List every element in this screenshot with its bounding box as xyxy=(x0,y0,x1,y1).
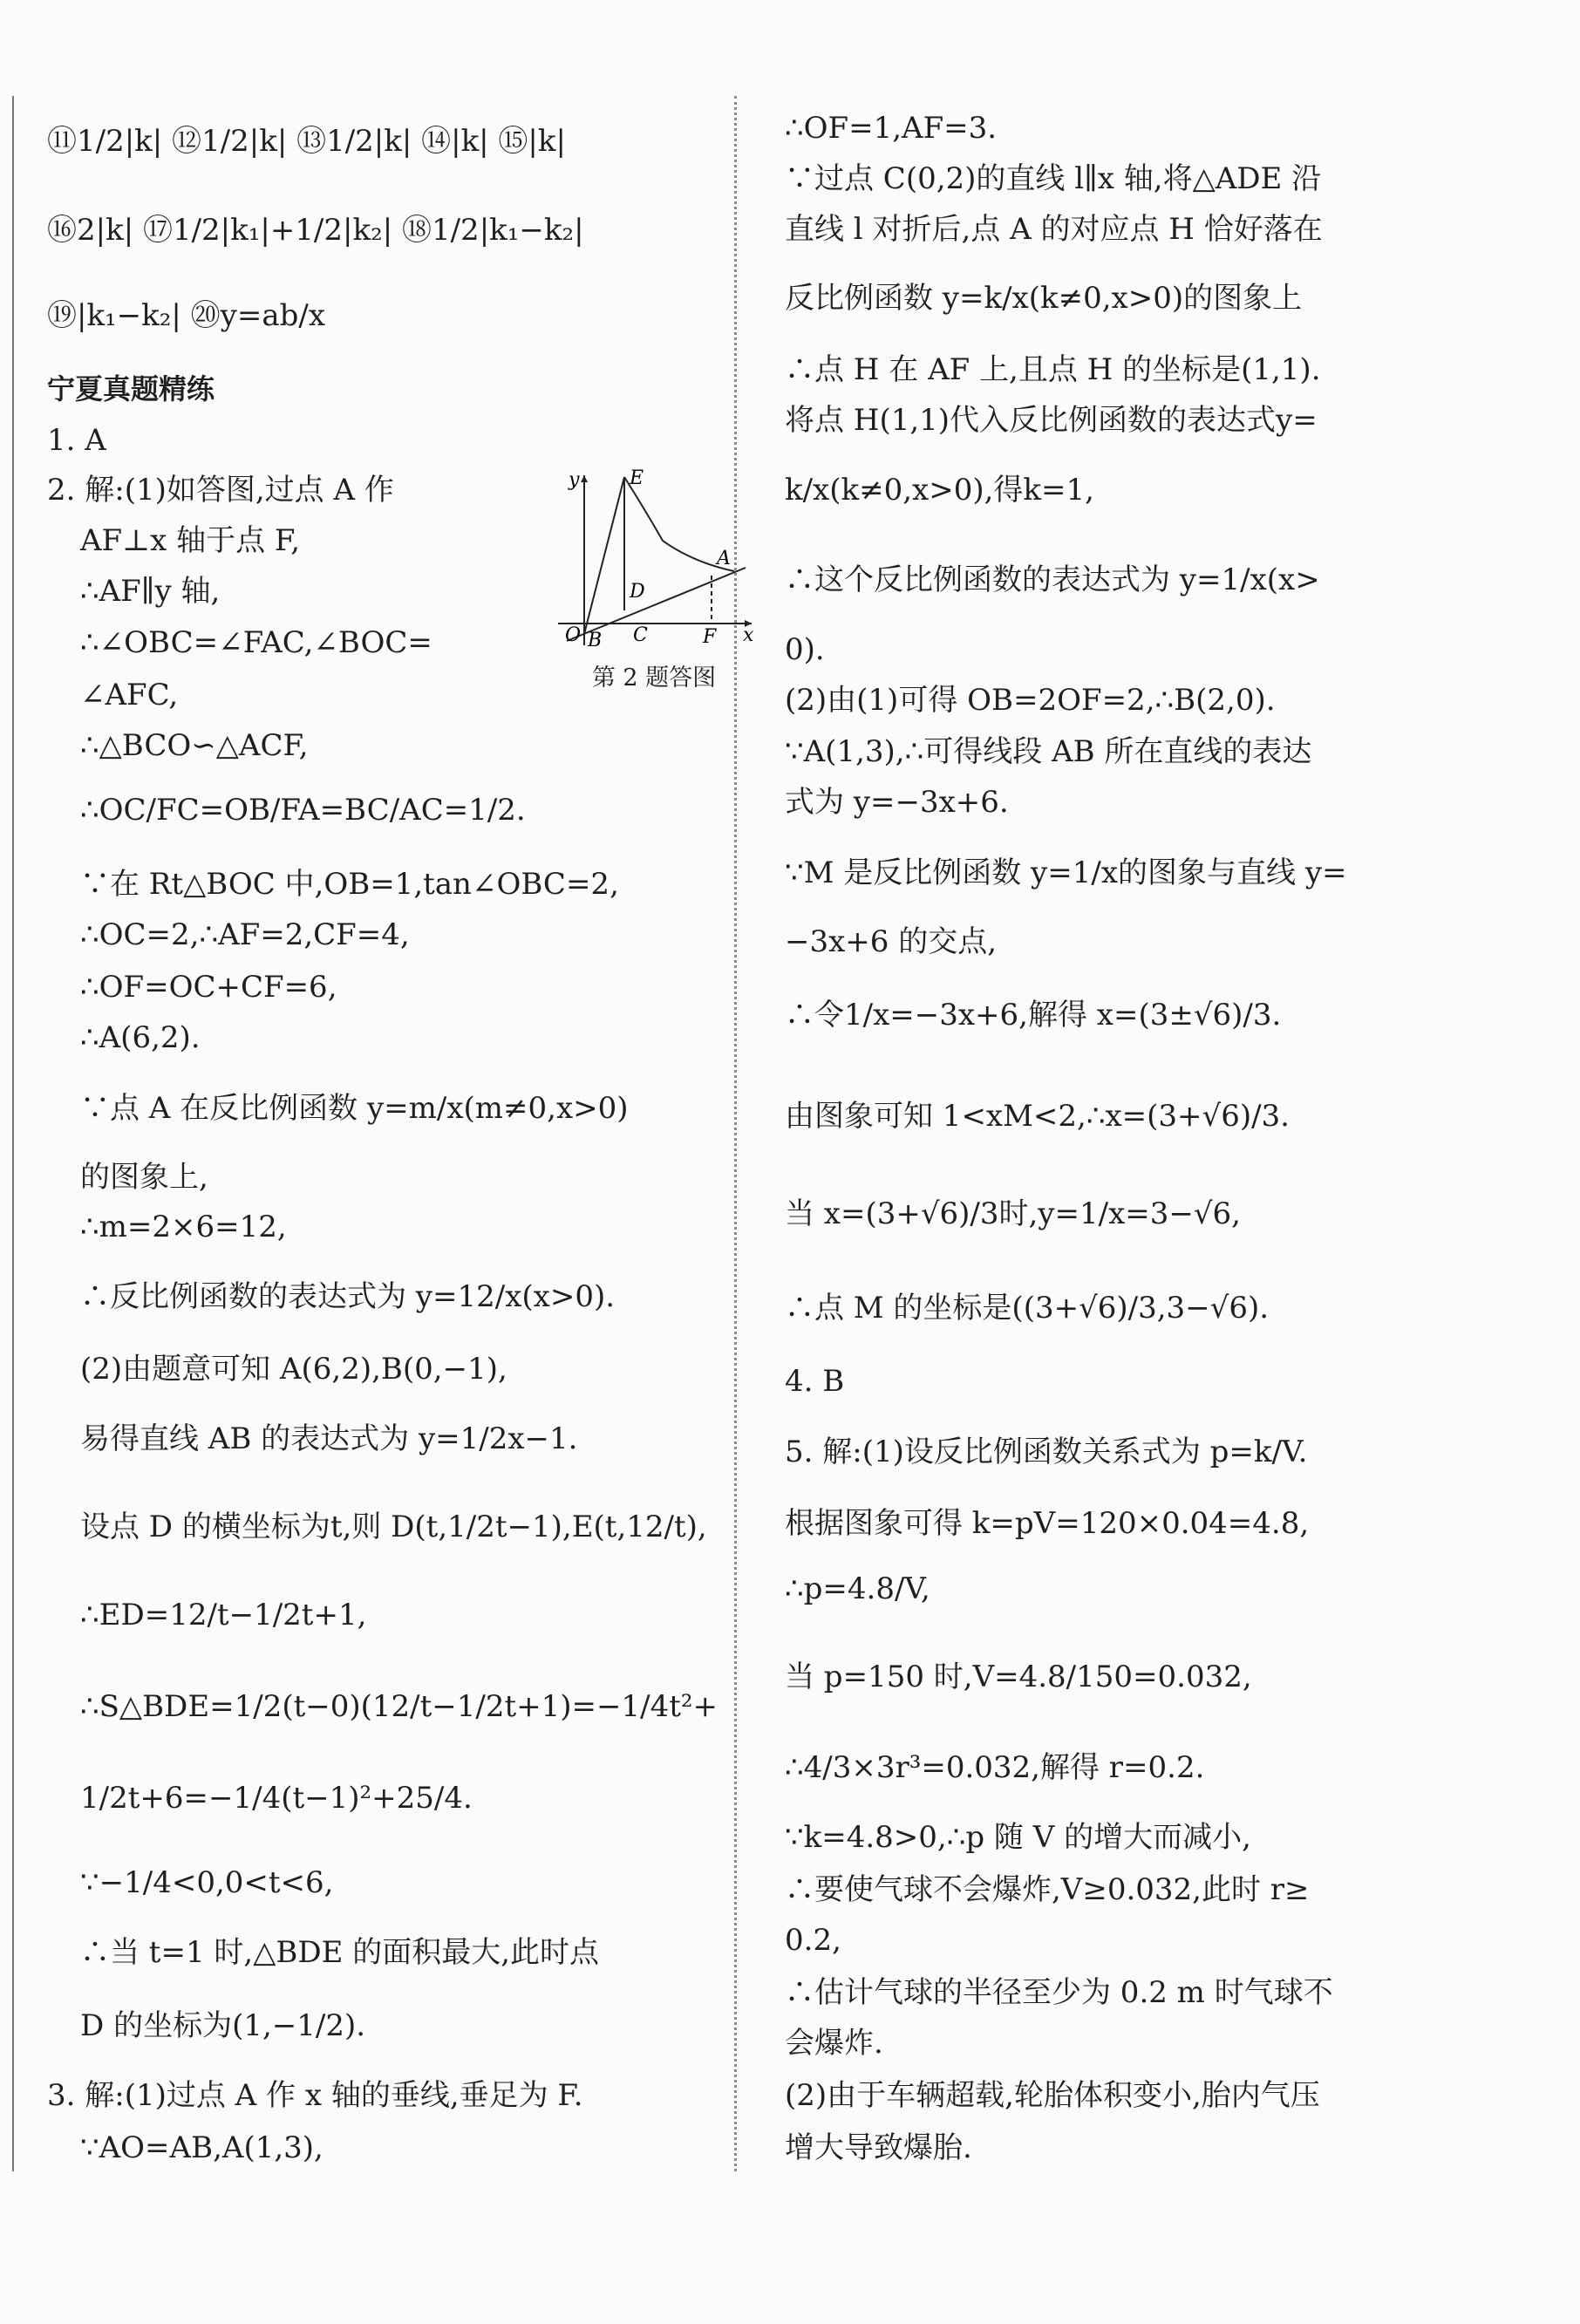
q2-line: ∠AFC, xyxy=(80,678,179,712)
left-margin-rule xyxy=(12,96,14,2171)
q2-line: ∴OC=2,∴AF=2,CF=4, xyxy=(80,917,410,952)
q3-line: ∴OF=1,AF=3. xyxy=(785,111,998,146)
q3-line: ∵A(1,3),∴可得线段 AB 所在直线的表达 xyxy=(785,734,1312,769)
q3-line: ∵AO=AB,A(1,3), xyxy=(80,2130,323,2165)
q3-line: k/x(k≠0,x>0),得k=1, xyxy=(785,473,1094,508)
q2-line: ∴反比例函数的表达式为 y=12/x(x>0). xyxy=(80,1279,616,1314)
q2-line: ∴S△BDE=1/2(t−0)(12/t−1/2t+1)=−1/4t²+ xyxy=(80,1689,718,1724)
q3-line: 当 x=(3+√6)/3时,y=1/x=3−√6, xyxy=(785,1196,1241,1231)
fig-label: y xyxy=(569,469,580,491)
q3-line: ∴这个反比例函数的表达式为 y=1/x(x> xyxy=(785,562,1320,597)
q5-line: 当 p=150 时,V=4.8/150=0.032, xyxy=(785,1660,1252,1694)
q5-intro: 5. 解:(1)设反比例函数关系式为 p=k/V. xyxy=(785,1435,1308,1469)
q5-line: 增大导致爆胎. xyxy=(785,2130,972,2165)
q3-intro: 3. 解:(1)过点 A 作 x 轴的垂线,垂足为 F. xyxy=(47,2078,583,2113)
q2-line: ∵点 A 在反比例函数 y=m/x(m≠0,x>0) xyxy=(80,1091,629,1126)
q2-line: ∴∠OBC=∠FAC,∠BOC= xyxy=(80,625,432,660)
q5-line: ∴4/3×3r³=0.032,解得 r=0.2. xyxy=(785,1750,1205,1785)
q2-line: 易得直线 AB 的表达式为 y=1/2x−1. xyxy=(80,1421,578,1456)
column-divider xyxy=(734,96,737,2171)
q3-line: ∴点 M 的坐标是((3+√6)/3,3−√6). xyxy=(785,1291,1270,1326)
q2-line: ∴OC/FC=OB/FA=BC/AC=1/2. xyxy=(80,793,526,828)
fig-label: A xyxy=(717,548,731,569)
fig-label: D xyxy=(630,581,645,603)
q2-line: ∴当 t=1 时,△BDE 的面积最大,此时点 xyxy=(80,1935,600,1970)
q2-line: ∴A(6,2). xyxy=(80,1020,201,1055)
q2-line: ∵−1/4<0,0<t<6, xyxy=(80,1865,334,1900)
q3-line: 直线 l 对折后,点 A 的对应点 H 恰好落在 xyxy=(785,212,1323,247)
fig-label: O xyxy=(565,624,582,646)
q2-figure-diagram xyxy=(549,467,759,650)
q5-line: ∴估计气球的半径至少为 0.2 m 时气球不 xyxy=(785,1975,1333,2010)
fig-label: E xyxy=(630,467,644,489)
q5-line: ∵k=4.8>0,∴p 随 V 的增大而减小, xyxy=(785,1820,1251,1855)
q3-line: 反比例函数 y=k/x(k≠0,x>0)的图象上 xyxy=(785,281,1303,316)
q2-line: 设点 D 的横坐标为t,则 D(t,1/2t−1),E(t,12/t), xyxy=(80,1510,707,1544)
fig-label: x xyxy=(743,624,754,646)
q2-line: 的图象上, xyxy=(80,1160,208,1195)
q3-line: ∵M 是反比例函数 y=1/x的图象与直线 y= xyxy=(785,855,1347,890)
q5-line: 会爆炸. xyxy=(785,2026,883,2061)
answer-row-16-18: ⑯2|k| ⑰1/2|k₁|+1/2|k₂| ⑱1/2|k₁−k₂| xyxy=(47,213,584,248)
q5-line: (2)由于车辆超载,轮胎体积变小,胎内气压 xyxy=(785,2078,1320,2113)
fig-label: F xyxy=(703,626,717,648)
q5-line: 0.2, xyxy=(785,1923,841,1958)
answer-row-19-20: ⑲|k₁−k₂| ⑳y=ab/x xyxy=(47,298,326,333)
q2-line: AF⊥x 轴于点 F, xyxy=(80,523,301,558)
q3-line: ∵过点 C(0,2)的直线 l∥x 轴,将△ADE 沿 xyxy=(785,161,1322,196)
q2-intro: 2. 解:(1)如答图,过点 A 作 xyxy=(47,473,394,508)
q2-line: (2)由题意可知 A(6,2),B(0,−1), xyxy=(80,1352,507,1387)
q2-line: ∴m=2×6=12, xyxy=(80,1210,287,1244)
y-axis-arrow-icon xyxy=(581,475,588,482)
q2-line: ∴ED=12/t−1/2t+1, xyxy=(80,1598,367,1632)
q2-line: ∴△BCO∽△ACF, xyxy=(80,728,309,763)
q4-answer: 4. B xyxy=(785,1364,845,1399)
answer-row-11-15: ⑪1/2|k| ⑫1/2|k| ⑬1/2|k| ⑭|k| ⑮|k| xyxy=(47,124,566,159)
q3-line: 0). xyxy=(785,632,825,667)
q5-line: ∴p=4.8/V, xyxy=(785,1571,930,1606)
q2-line: 1/2t+6=−1/4(t−1)²+25/4. xyxy=(80,1781,473,1816)
q2-line: ∵在 Rt△BOC 中,OB=1,tan∠OBC=2, xyxy=(80,867,619,902)
q3-line: ∴点 H 在 AF 上,且点 H 的坐标是(1,1). xyxy=(785,352,1321,387)
section-heading: 宁夏真题精练 xyxy=(47,372,215,406)
figure-caption: 第 2 题答图 xyxy=(591,664,717,692)
q3-line: 将点 H(1,1)代入反比例函数的表达式y= xyxy=(785,403,1318,438)
fig-label: B xyxy=(588,630,603,650)
q3-line: −3x+6 的交点, xyxy=(785,924,998,959)
q3-line: (2)由(1)可得 OB=2OF=2,∴B(2,0). xyxy=(785,683,1276,718)
q2-answer-figure xyxy=(549,467,759,693)
q3-line: 式为 y=−3x+6. xyxy=(785,785,1009,820)
q2-line: ∴AF∥y 轴, xyxy=(80,574,221,609)
q1-answer: 1. A xyxy=(47,423,106,458)
q2-line: D 的坐标为(1,−1/2). xyxy=(80,2008,366,2043)
q2-line: ∴OF=OC+CF=6, xyxy=(80,970,337,1005)
q5-line: ∴要使气球不会爆炸,V≥0.032,此时 r≥ xyxy=(785,1872,1310,1907)
q3-line: 由图象可知 1<xM<2,∴x=(3+√6)/3. xyxy=(785,1099,1290,1134)
q3-line: ∴令1/x=−3x+6,解得 x=(3±√6)/3. xyxy=(785,998,1282,1033)
fig-label: C xyxy=(633,624,648,646)
line-be xyxy=(584,477,624,634)
q5-line: 根据图象可得 k=pV=120×0.04=4.8, xyxy=(785,1506,1310,1541)
